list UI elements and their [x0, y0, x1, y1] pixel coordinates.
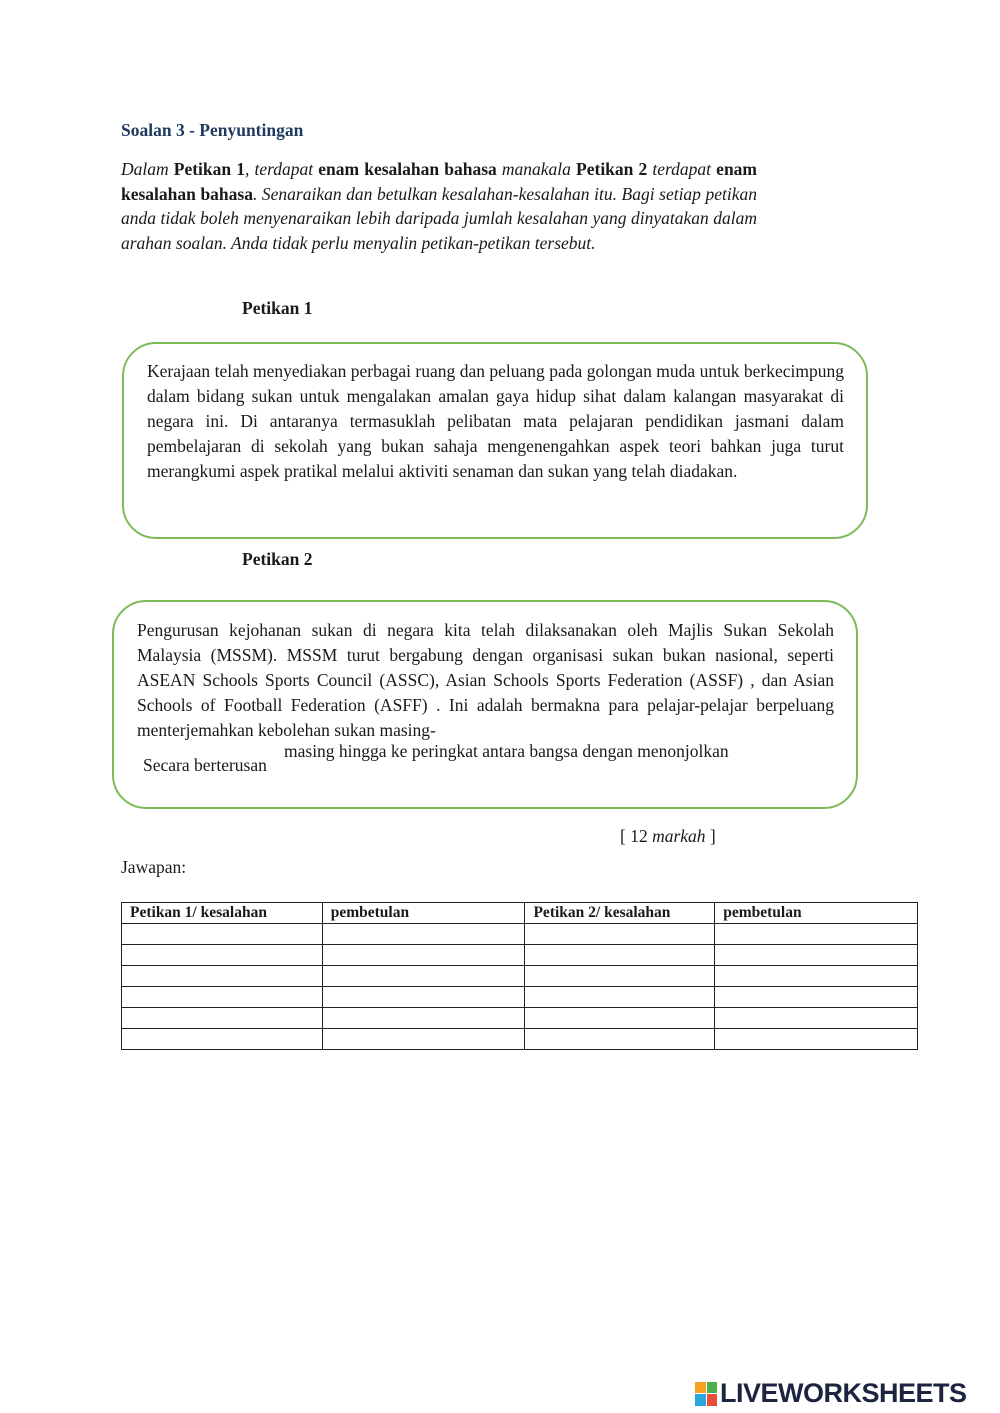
answer-table: [121, 902, 918, 1050]
passage-2-title: Petikan 2: [242, 549, 313, 569]
answer-cell[interactable]: [122, 945, 323, 966]
answer-cell[interactable]: [525, 945, 715, 966]
answer-cell[interactable]: [122, 1008, 323, 1029]
marks-prefix: [ 12: [620, 826, 653, 846]
table-row: [122, 1008, 918, 1029]
passage-2-line-a: masing hingga ke peringkat antara bangsa dengan menonjolkan: [284, 741, 729, 761]
answer-cell[interactable]: [122, 987, 323, 1008]
answer-cell[interactable]: [122, 1029, 323, 1050]
table-row: [122, 924, 918, 945]
answer-table-body: [122, 924, 918, 1050]
passage-2-text: Pengurusan kejohanan sukan di negara kita telah dilaksanakan oleh Majlis Sukan Sekolah Malaysia (MSSM). MSSM turut bergabung dengan organisasi sukan bukan nasional, seperti ASEAN Schools Sports Council (ASSC), Asian Schools Sports Federation (ASSF) , dan Asian Schools of Football Federation (ASFF) . Ini adalah bermakna para pelajar-pelajar berpeluang menterjemahkan kebolehan sukan masing-: [137, 620, 834, 740]
answer-cell[interactable]: [322, 1029, 525, 1050]
liveworksheets-logo-icon: [695, 1382, 717, 1406]
marks-word: markah: [652, 826, 706, 846]
passage-1-title: Petikan 1: [242, 298, 313, 318]
header-passage-2-correction: pembetulan: [715, 903, 918, 924]
passage-2-line-b: Secara berterusan: [143, 755, 267, 775]
answer-cell[interactable]: [525, 966, 715, 987]
answer-cell[interactable]: [322, 987, 525, 1008]
table-row: [122, 945, 918, 966]
table-header-row: [122, 903, 918, 924]
table-row: [122, 987, 918, 1008]
table-row: [122, 1029, 918, 1050]
instruction-run: terdapat: [647, 159, 717, 179]
answer-cell[interactable]: [525, 1029, 715, 1050]
answer-cell[interactable]: [715, 924, 918, 945]
header-passage-1-error: Petikan 1/ kesalahan: [122, 903, 323, 924]
instruction-run: . Senaraikan dan betulkan kesalahan-kesalahan itu. Bagi setiap petikan anda tidak boleh menyenaraikan lebih daripada jumlah kesalahan yang dinyatakan dalam arahan soalan. Anda tidak perlu menyalin petikan-petikan tersebut.: [121, 183, 758, 253]
answer-cell[interactable]: [715, 1029, 918, 1050]
answer-cell[interactable]: [122, 966, 323, 987]
question-title: Soalan 3 - Penyuntingan: [121, 120, 304, 140]
instruction-run: Petikan 2: [576, 159, 648, 179]
instruction-run: enam kesalahan bahasa: [121, 159, 757, 204]
instruction-run: enam kesalahan bahasa: [318, 159, 497, 179]
instructions: [121, 157, 757, 255]
passage-2-continuation: [137, 741, 834, 781]
table-row: [122, 966, 918, 987]
answer-cell[interactable]: [715, 945, 918, 966]
answer-cell[interactable]: [525, 924, 715, 945]
answer-cell[interactable]: [322, 945, 525, 966]
instruction-run: , terdapat: [245, 159, 319, 179]
answer-cell[interactable]: [525, 1008, 715, 1029]
answer-cell[interactable]: [322, 966, 525, 987]
instruction-run: Petikan 1: [173, 159, 245, 179]
answer-cell[interactable]: [715, 1008, 918, 1029]
header-passage-1-correction: pembetulan: [322, 903, 525, 924]
instruction-run: manakala: [496, 159, 577, 179]
answer-cell[interactable]: [715, 966, 918, 987]
marks-suffix: ]: [705, 826, 716, 846]
answer-label: Jawapan:: [121, 857, 187, 877]
answer-cell[interactable]: [322, 1008, 525, 1029]
marks-label: [620, 826, 716, 847]
logo-text: LIVEWORKSHEETS: [720, 1378, 967, 1408]
header-passage-2-error: Petikan 2/ kesalahan: [525, 903, 715, 924]
answer-cell[interactable]: [122, 924, 323, 945]
answer-cell[interactable]: [715, 987, 918, 1008]
liveworksheets-logo: [695, 1378, 967, 1409]
answer-cell[interactable]: [525, 987, 715, 1008]
passage-1-text: Kerajaan telah menyediakan perbagai ruang dan peluang pada golongan muda untuk berkecimpung dalam bidang sukan untuk mengalakan amalan gaya hidup sihat dalam kalangan masyarakat di negara ini. Di antaranya termasuklah pelibatan mata pelajaran pendidikan jasmani dalam pembelajaran di sekolah yang bukan sahaja mengenengahkan aspek teori bahkan juga turut merangkumi aspek pratikal melalui aktiviti senaman dan sukan yang telah diadakan.: [147, 361, 844, 481]
answer-cell[interactable]: [322, 924, 525, 945]
instruction-run: Dalam: [121, 159, 174, 179]
